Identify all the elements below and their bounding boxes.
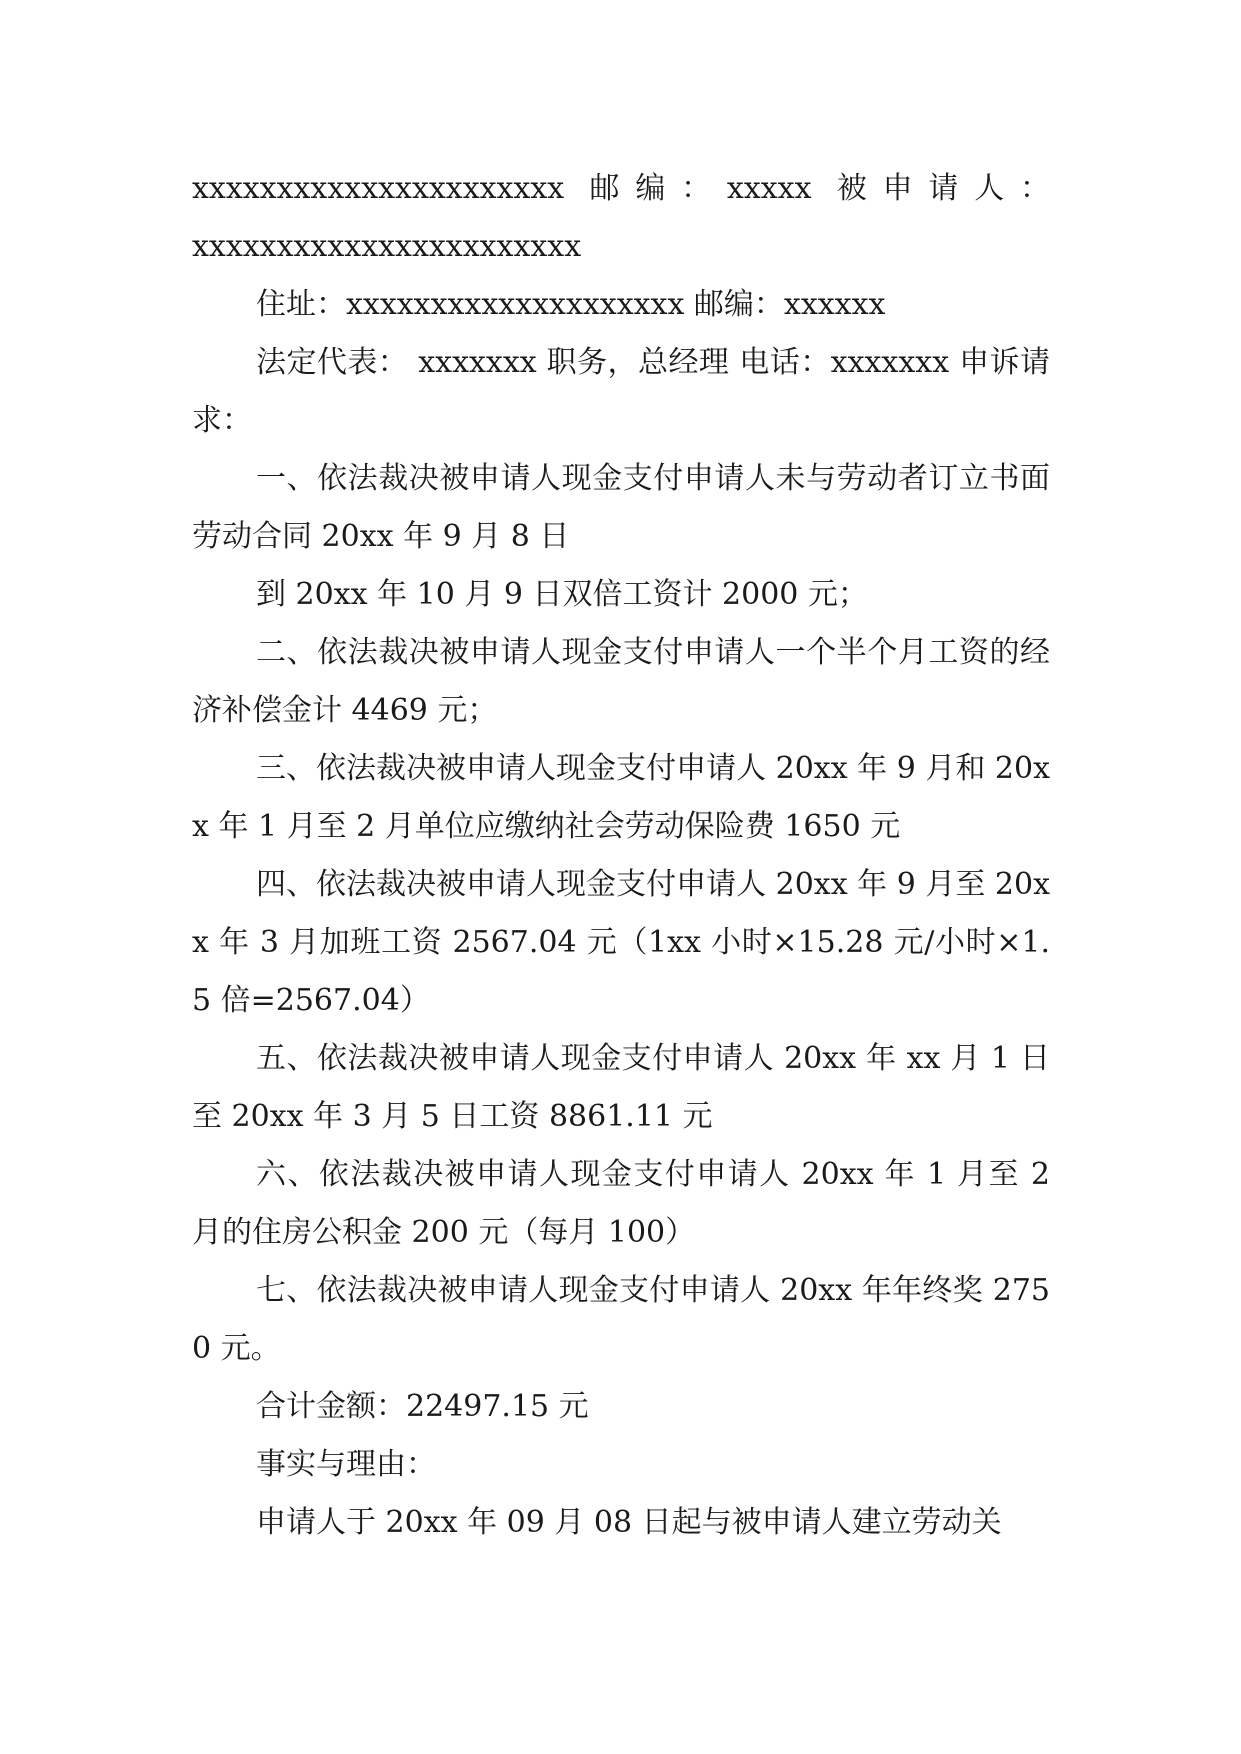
facts-paragraph: 申请人于 20xx 年 09 月 08 日起与被申请人建立劳动关 (256, 1505, 1002, 1540)
claim-item-6: 六、依法裁决被申请人现金支付申请人 20xx 年 1 月至 2 月的住房公积金 200 元（每月 100） (192, 1157, 1050, 1250)
claim-item-7: 七、依法裁决被申请人现金支付申请人 20xx 年年终奖 2750 元。 (192, 1273, 1050, 1366)
claim-item-1: 一、依法裁决被申请人现金支付申请人未与劳动者订立书面劳动合同 20xx 年 9 月 8 日 (192, 461, 1050, 554)
respondent-line: xxxxxxxxxxxxxxxxxxxxxx 邮编：xxxxx 被申请人： (192, 171, 1050, 206)
total-amount: 合计金额：22497.15 元 (256, 1389, 589, 1424)
respondent-address: 住址：xxxxxxxxxxxxxxxxxxxx 邮编：xxxxxx (256, 287, 886, 322)
claim-item-3: 三、依法裁决被申请人现金支付申请人 20xx 年 9 月和 20xx 年 1 月至 2 月单位应缴纳社会劳动保险费 1650 元 (192, 751, 1050, 844)
document-body (192, 160, 1050, 1552)
claim-item-1-continued: 到 20xx 年 10 月 9 日双倍工资计 2000 元； (256, 577, 868, 612)
claim-item-4: 四、依法裁决被申请人现金支付申请人 20xx 年 9 月至 20xx 年 3 月加班工资 2567.04 元（1xx 小时×15.28 元/小时×1.5 倍=2567.04） (192, 867, 1050, 1018)
facts-heading: 事实与理由： (256, 1447, 436, 1482)
claim-item-5: 五、依法裁决被申请人现金支付申请人 20xx 年 xx 月 1 日至 20xx 年 3 月 5 日工资 8861.11 元 (192, 1041, 1050, 1134)
claim-item-2: 二、依法裁决被申请人现金支付申请人一个半个月工资的经济补偿金计 4469 元； (192, 635, 1050, 728)
respondent-name: xxxxxxxxxxxxxxxxxxxxxxx (192, 229, 582, 264)
legal-representative: 法定代表： xxxxxxx 职务，总经理 电话：xxxxxxx 申诉请求： (192, 345, 1050, 438)
